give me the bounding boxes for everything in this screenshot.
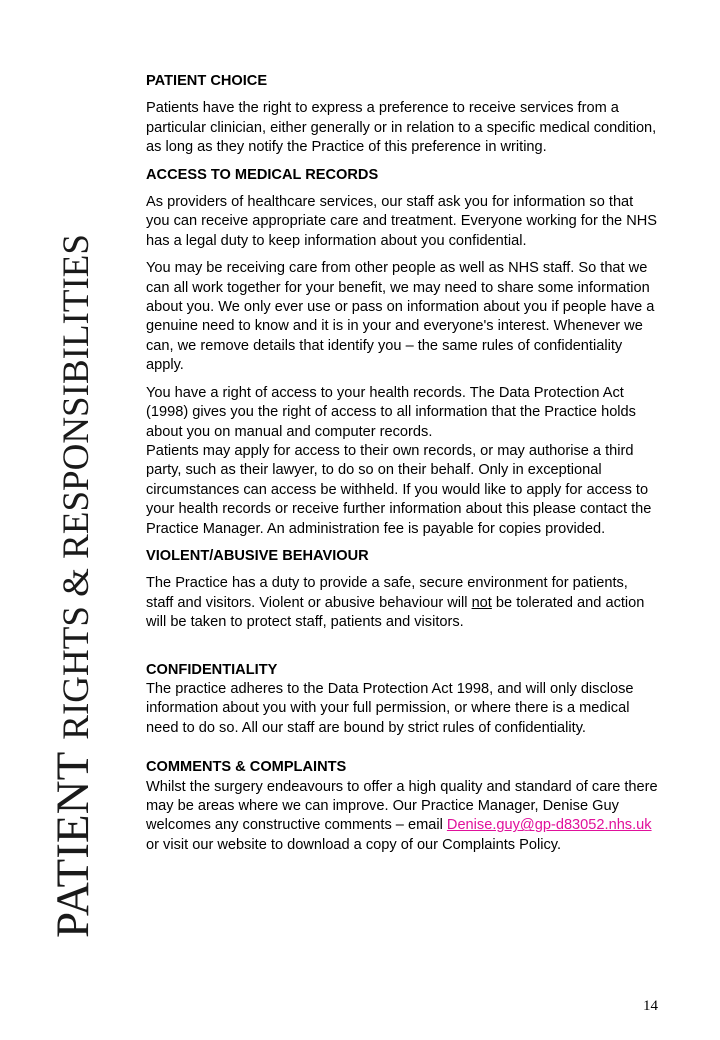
comments-text bbox=[146, 778, 658, 856]
access-para-3a: You have a right of access to your health records. The Data Protection Act (1998) gives you the right of access to all information that the Practice holds about you on manual and computer records. bbox=[146, 384, 636, 440]
access-para-2: You may be receiving care from other people as well as NHS staff. So that we can all work together for your benefit, we may need to share some information about you. We only ever use or pass on information about you if people have a genuine need to know and it is in your and everyone's interest. Whenever we can, we remove details that identify you – the same rules of confidentiality apply. bbox=[146, 260, 655, 374]
violent-not: not bbox=[471, 594, 492, 611]
page-number: 14 bbox=[643, 998, 658, 1014]
side-title-big: PATIENT bbox=[47, 751, 99, 938]
violent-text bbox=[146, 574, 658, 632]
heading-patient-choice: PATIENT CHOICE bbox=[146, 73, 268, 89]
side-title-small: RIGHTS & RESPONSIBILITIES bbox=[56, 234, 97, 740]
side-title bbox=[48, 198, 98, 938]
heading-access-records: ACCESS TO MEDICAL RECORDS bbox=[146, 166, 379, 183]
patient-choice-text: Patients have the right to express a preference to receive services from a particular clinician, either generally or in relation to a specific medical condition, as long as they notify the Practice of this preference in writing. bbox=[146, 100, 657, 156]
heading-confidentiality: CONFIDENTIALITY bbox=[146, 661, 278, 678]
confidentiality-text: The practice adheres to the Data Protection Act 1998, and will only disclose information about you with your full permission, or where there is a medical need to do so. All our staff are bound by strict rules of confidentiality. bbox=[146, 680, 634, 736]
comments-text-after: or visit our website to download a copy of our Complaints Policy. bbox=[146, 836, 562, 853]
heading-violent: VIOLENT/ABUSIVE BEHAVIOUR bbox=[146, 547, 369, 564]
email-link[interactable]: Denise.guy@gp-d83052.nhs.uk bbox=[446, 817, 652, 834]
main-content bbox=[146, 72, 658, 855]
heading-comments: COMMENTS & COMPLAINTS bbox=[146, 759, 347, 776]
violent-text-before: The Practice has a duty to provide a safe, secure environment for patients, staff and visitors. Violent or abusive behaviour will bbox=[146, 575, 628, 611]
comments-text-before: Whilst the surgery endeavours to offer a high quality and standard of care there may be areas where we can improve. Our Practice Manager, Denise Guy welcomes any constructive comments – email bbox=[146, 778, 658, 834]
access-para-3b: Patients may apply for access to their own records, or may authorise a third party, such as their lawyer, to do so on their behalf. Only in exceptional circumstances can access be withheld. If you would like to apply for access to your health records or receive further information about this please contact the Practice Manager. An administration fee is payable for copies provided. bbox=[146, 442, 652, 537]
access-para-1: As providers of healthcare services, our staff ask you for information so that you can receive appropriate care and treatment. Everyone working for the NHS has a legal duty to keep information about you confidential. bbox=[146, 194, 658, 249]
violent-text-after: be tolerated and action will be taken to protect staff, patients and visitors. bbox=[146, 594, 645, 631]
